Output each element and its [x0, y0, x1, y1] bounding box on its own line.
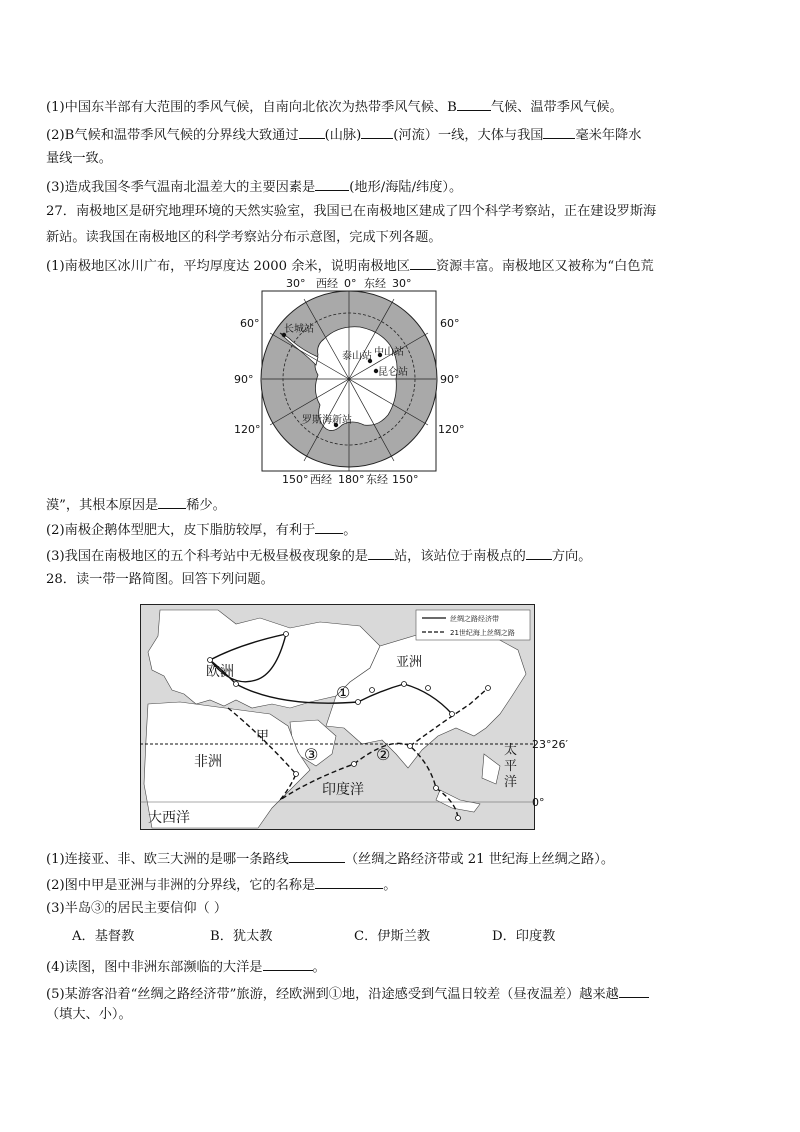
- q28-line-6: （填大、小）。: [46, 1007, 132, 1022]
- map-label-top-w30: 30°: [286, 277, 306, 290]
- option-b[interactable]: B．犹太教: [210, 929, 273, 944]
- answer-blank[interactable]: [410, 255, 436, 270]
- answer-blank[interactable]: [368, 545, 394, 560]
- option-c[interactable]: C．伊斯兰教: [354, 929, 431, 944]
- q26-line-4: (3)造成我国冬季气温南北温差大的主要因素是 (地形/海陆/纬度）。: [46, 176, 462, 197]
- legend-silk-road-belt: 丝绸之路经济带: [450, 615, 499, 623]
- tropic-label: 23°26′: [532, 738, 568, 751]
- q28-line-1: (1)连接亚、非、欧三大洲的是哪一条路线 （丝绸之路经济带或 21 世纪海上丝绸之路）。: [46, 848, 614, 869]
- q28-options: [46, 928, 746, 946]
- q28-line-2: (2)图中甲是亚洲与非洲的分界线，它的名称是 。: [46, 874, 396, 895]
- map-label-left-90: 90°: [234, 373, 254, 386]
- q27-line-3: (1)南极地区冰川广布，平均厚度达 2000 余米，说明南极地区 资源丰富。南极地区又被称为“白色荒: [46, 255, 654, 276]
- map-label-africa: 非洲: [194, 754, 222, 770]
- map-label-changcheng: 长城站: [284, 324, 314, 335]
- q28-title: 28．读一带一路简图。回答下列问题。: [46, 572, 274, 587]
- map-label-zhongshan: 中山站: [374, 347, 404, 358]
- map-label-bottom-150w: 150°: [282, 473, 309, 486]
- answer-blank[interactable]: [315, 519, 343, 534]
- map-label-taishan: 泰山站: [342, 351, 372, 362]
- map-label-atlantic: 大西洋: [148, 810, 190, 826]
- legend-maritime-silk-road: 21世纪海上丝绸之路: [450, 629, 515, 637]
- answer-blank[interactable]: [543, 124, 575, 139]
- q26-line-2: (2)B气候和温带季风气候的分界线大致通过 (山脉) (河流）一线，大体与我国 毫米年降水: [46, 124, 641, 145]
- map-label-jia: 甲: [256, 729, 270, 744]
- q27-line-6: (3)我国在南极地区的五个科考站中无极昼极夜现象的是 站，该站位于南极点的 方向。: [46, 545, 591, 566]
- answer-blank[interactable]: [457, 96, 491, 111]
- map-label-indian-ocean: 印度洋: [322, 782, 364, 798]
- answer-blank[interactable]: [526, 545, 552, 560]
- map-label-bottom-150e: 150°: [392, 473, 419, 486]
- map-label-num2: ②: [376, 745, 391, 764]
- q28-line-4: (4)读图，图中非洲东部濒临的大洋是 。: [46, 956, 326, 977]
- map-label-left-60: 60°: [240, 317, 260, 330]
- answer-blank[interactable]: [289, 848, 345, 863]
- map-label-num3: ③: [304, 745, 319, 764]
- q28-line-3: (3)半岛③的居民主要信仰（ ）: [46, 901, 228, 916]
- map-label-top-west: 西经: [316, 277, 338, 290]
- q27-line-4: 漠”，其根本原因是 稀少。: [46, 494, 226, 515]
- q27-line-2: 新站。读我国在南极地区的科学考察站分布示意图，完成下列各题。: [46, 230, 442, 245]
- map-label-bottom-east: 东经: [366, 473, 388, 486]
- map-label-pacific-1: 太: [504, 743, 518, 758]
- map-label-top-0: 0°: [344, 277, 357, 290]
- answer-blank[interactable]: [315, 176, 349, 191]
- map-label-pacific-3: 洋: [504, 775, 518, 790]
- map-label-bottom-180: 180°: [338, 473, 365, 486]
- answer-blank[interactable]: [315, 874, 383, 889]
- map-label-left-120: 120°: [234, 423, 261, 436]
- answer-blank[interactable]: [263, 956, 313, 971]
- map-label-kunlun: 昆仑站: [378, 367, 408, 378]
- map-label-luosihai: 罗斯海新站: [302, 415, 352, 426]
- antarctica-map: [228, 275, 468, 487]
- map-label-bottom-west: 西经: [310, 473, 332, 486]
- q27-line-5: (2)南极企鹅体型肥大，皮下脂肪较厚，有利于 。: [46, 519, 356, 540]
- map-label-num1: ①: [336, 683, 351, 702]
- option-a[interactable]: A．基督教: [72, 929, 135, 944]
- map-label-right-60: 60°: [440, 317, 460, 330]
- map-label-top-east: 东经: [364, 277, 386, 290]
- q28-line-5: (5)某游客沿着“丝绸之路经济带”旅游，经欧洲到①地，沿途感受到气温日较差（昼夜温差）越来越: [46, 983, 649, 1004]
- q26-line-3: 量线一致。: [46, 151, 112, 166]
- option-d[interactable]: D．印度教: [492, 929, 556, 944]
- answer-blank[interactable]: [299, 124, 325, 139]
- q26-line-1: (1)中国东半部有大范围的季风气候，自南向北依次为热带季风气候、B 气候、温带季风气候。: [46, 96, 623, 117]
- equator-label: 0°: [532, 796, 545, 809]
- answer-blank[interactable]: [619, 983, 649, 998]
- map-label-right-120: 120°: [438, 423, 465, 436]
- map-label-asia: 亚洲: [396, 655, 423, 670]
- map-label-top-e30: 30°: [392, 277, 412, 290]
- map-label-right-90: 90°: [440, 373, 460, 386]
- map-label-europe: 欧洲: [206, 664, 234, 680]
- map-label-pacific-2: 平: [504, 759, 518, 774]
- belt-and-road-map: [140, 604, 535, 830]
- answer-blank[interactable]: [158, 494, 186, 509]
- q27-line-1: 27．南极地区是研究地理环境的天然实验室，我国已在南极地区建成了四个科学考察站，正在建设罗斯海: [46, 204, 657, 219]
- answer-blank[interactable]: [361, 124, 393, 139]
